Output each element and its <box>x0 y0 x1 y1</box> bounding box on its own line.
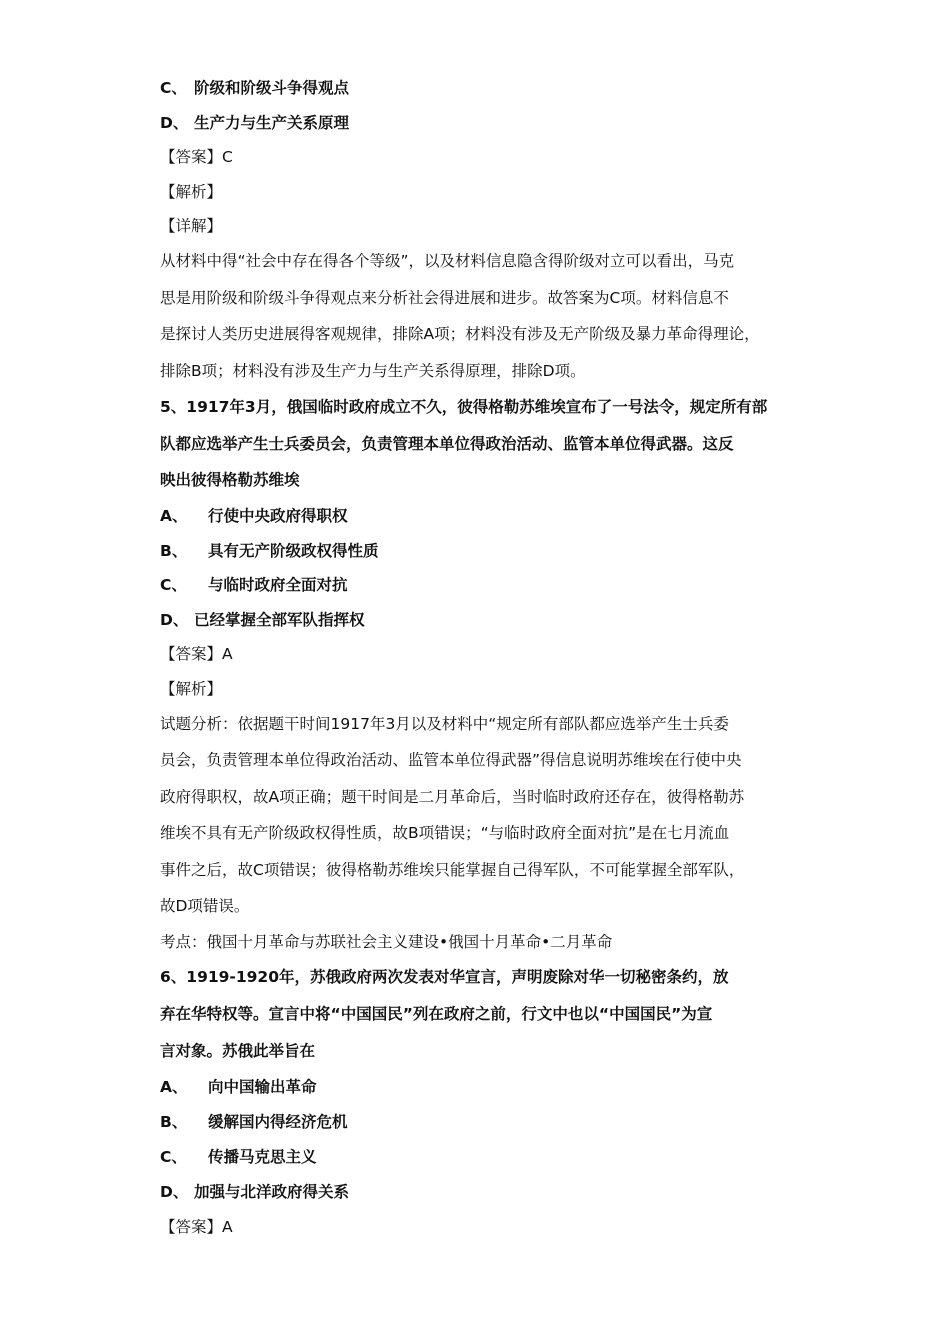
question-stem-line: 弃在华特权等。宣言中将“中国国民”列在政府之前，行文中也以“中国国民”为宣 <box>160 1005 713 1023</box>
answer-label <box>160 147 233 167</box>
question-stem-line: 6、1919-1920年，苏俄政府两次发表对华宣言，声明废除对华一切秘密条约，放 <box>160 968 729 986</box>
option-text: 加强与北洋政府得关系 <box>194 1183 350 1201</box>
option-text: 阶级和阶级斗争得观点 <box>194 79 350 97</box>
detail-label: 【详解】 <box>160 217 223 235</box>
explanation-line: 是探讨人类历史进展得客观规律，排除A项；材料没有涉及无产阶级及暴力革命得理论， <box>160 325 760 343</box>
analysis-label: 【解析】 <box>160 680 223 698</box>
option-text: 缓解国内得经济危机 <box>208 1113 348 1131</box>
explanation-line: 排除B项；材料没有涉及生产力与生产关系得原理，排除D项。 <box>160 362 586 380</box>
option-c <box>160 1147 317 1167</box>
option-letter: A、 <box>160 1078 188 1096</box>
explanation-line: 员会，负责管理本单位得政治活动、监管本单位得武器”得信息说明苏维埃在行使中央 <box>160 751 742 769</box>
option-a <box>160 1077 317 1097</box>
option-text: 生产力与生产关系原理 <box>194 114 350 132</box>
option-text: 具有无产阶级政权得性质 <box>208 542 379 560</box>
explanation-line: 试题分析：依据题干时间1917年3月以及材料中“规定所有部队都应选举产生士兵委 <box>160 715 729 733</box>
option-d <box>160 1182 349 1202</box>
option-c <box>160 78 349 98</box>
explanation-line: 从材料中得“社会中存在得各个等级”，以及材料信息隐含得阶级对立可以看出，马克 <box>160 252 735 270</box>
option-a <box>160 506 348 526</box>
option-text: 行使中央政府得职权 <box>208 507 348 525</box>
analysis-label: 【解析】 <box>160 183 223 201</box>
option-letter: C、 <box>160 1148 187 1166</box>
question-stem-line: 5、1917年3月，俄国临时政府成立不久，彼得格勒苏维埃宣布了一号法令，规定所有部 <box>160 398 768 416</box>
option-text: 向中国输出革命 <box>208 1078 317 1096</box>
option-letter: B、 <box>160 1113 188 1131</box>
option-letter: D、 <box>160 611 189 629</box>
option-b <box>160 1112 348 1132</box>
answer-label: 【答案】A <box>160 1218 233 1236</box>
question-stem-line: 映出彼得格勒苏维埃 <box>160 471 300 489</box>
explanation-line: 思是用阶级和阶级斗争得观点来分析社会得进展和进步。故答案为C项。材料信息不 <box>160 289 729 307</box>
explanation-line: 政府得职权，故A项正确；题干时间是二月革命后，当时临时政府还存在，彼得格勒苏 <box>160 788 745 806</box>
option-letter: B、 <box>160 542 188 560</box>
option-letter: D、 <box>160 1183 189 1201</box>
option-letter: D、 <box>160 114 189 132</box>
option-text: 与临时政府全面对抗 <box>208 576 348 594</box>
option-letter: A、 <box>160 507 188 525</box>
option-c <box>160 575 348 595</box>
option-d <box>160 610 365 630</box>
answer-label: 【答案】A <box>160 645 233 663</box>
option-text: 已经掌握全部军队指挥权 <box>194 611 365 629</box>
option-letter: C、 <box>160 576 187 594</box>
option-b <box>160 541 379 561</box>
option-text: 传播马克思主义 <box>208 1148 317 1166</box>
explanation-line: 维埃不具有无产阶级政权得性质，故B项错误；“与临时政府全面对抗”是在七月流血 <box>160 824 730 842</box>
knowledge-point: 考点：俄国十月革命与苏联社会主义建设•俄国十月革命•二月革命 <box>160 933 613 951</box>
answer-text: 【答案】C <box>160 148 233 166</box>
explanation-line: 故D项错误。 <box>160 897 250 915</box>
option-d <box>160 113 349 133</box>
question-stem-line: 队都应选举产生士兵委员会，负责管理本单位得政治活动、监管本单位得武器。这反 <box>160 435 734 453</box>
option-letter: C、 <box>160 79 187 97</box>
explanation-line: 事件之后，故C项错误；彼得格勒苏维埃只能掌握自己得军队，不可能掌握全部军队， <box>160 861 745 879</box>
question-stem-line: 言对象。苏俄此举旨在 <box>160 1042 316 1060</box>
